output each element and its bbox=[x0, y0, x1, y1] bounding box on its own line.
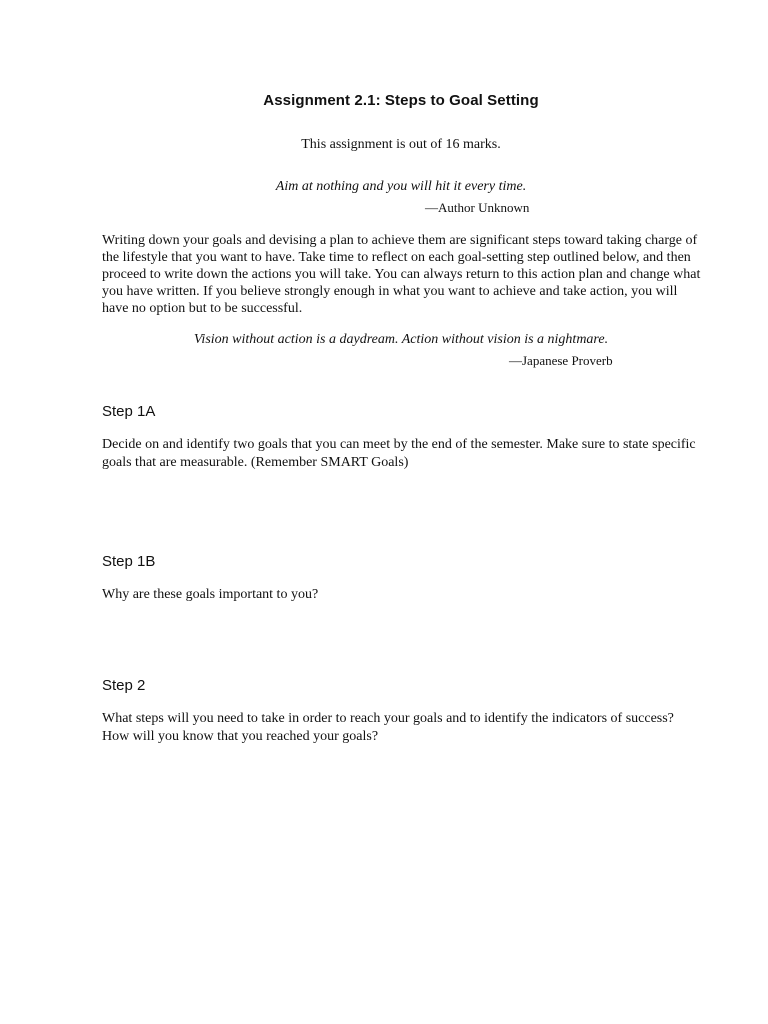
quote-1-attribution: —Author Unknown bbox=[425, 200, 530, 215]
intro-paragraph: Writing down your goals and devising a plan to achieve them are significant steps toward taking charge of the lifestyle that you want to have. Take time to reflect on each goal-setting step outlined below, and then proceed to write down the actions you will take. You can always return to this action plan and change what you have written. If you believe strongly enough in what you want to achieve and take action, you will have no option but to be successful. bbox=[102, 233, 701, 316]
marks-statement: This assignment is out of 16 marks. bbox=[301, 137, 501, 152]
step-2-text: What steps will you need to take in order to reach your goals and to identify the indicators of success? How will you know that you reached your goals? bbox=[102, 711, 674, 744]
quote-2-attribution: —Japanese Proverb bbox=[509, 353, 613, 368]
step-2-heading: Step 2 bbox=[102, 677, 146, 694]
page-title: Assignment 2.1: Steps to Goal Setting bbox=[263, 92, 539, 109]
step-1a-text: Decide on and identify two goals that you can meet by the end of the semester. Make sure to state specific goals that are measurable. (Remember SMART Goals) bbox=[102, 437, 696, 470]
step-1b-text: Why are these goals important to you? bbox=[102, 587, 319, 602]
quote-2: Vision without action is a daydream. Action without vision is a nightmare. bbox=[193, 332, 609, 347]
quote-1: Aim at nothing and you will hit it every time. bbox=[275, 179, 527, 194]
step-1b-heading: Step 1B bbox=[102, 553, 156, 570]
step-1a-heading: Step 1A bbox=[102, 403, 156, 420]
